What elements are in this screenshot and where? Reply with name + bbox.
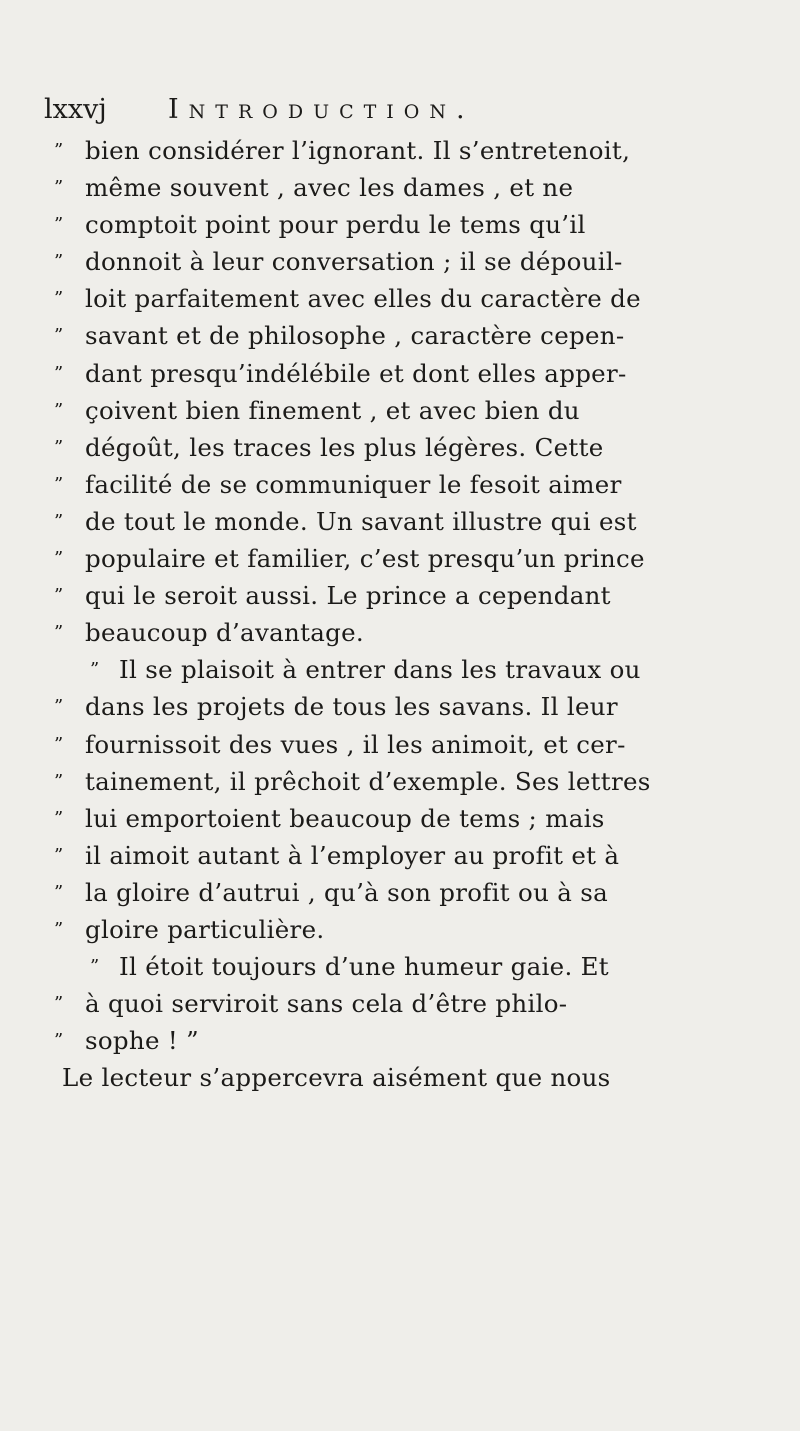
text-line bbox=[54, 132, 754, 169]
text-line bbox=[54, 614, 754, 651]
line-text: bien considérer l’ignorant. Il s’entretenoit, bbox=[85, 136, 631, 165]
text-line bbox=[54, 317, 754, 354]
quotation-mark: ” bbox=[90, 956, 100, 978]
quotation-mark: ” bbox=[54, 510, 64, 532]
text-line bbox=[54, 800, 754, 837]
text-line bbox=[54, 651, 754, 688]
quotation-mark: ” bbox=[54, 251, 64, 273]
quotation-mark: ” bbox=[54, 993, 64, 1015]
text-line bbox=[54, 206, 754, 243]
text-line bbox=[54, 577, 754, 614]
text-line bbox=[54, 911, 754, 948]
line-text: facilité de se communiquer le fesoit aimer bbox=[85, 469, 622, 499]
line-text: même souvent , avec les dames , et ne bbox=[85, 173, 574, 203]
quotation-mark: ” bbox=[54, 325, 64, 347]
line-text: lui emportoient beaucoup de tems ; mais bbox=[85, 803, 605, 833]
text-line bbox=[54, 243, 754, 280]
line-text: loit parfaitement avec elles du caractère de bbox=[85, 284, 641, 314]
quotation-mark: ” bbox=[54, 140, 64, 161]
quotation-mark: ” bbox=[54, 918, 64, 940]
line-text: gloire particulière. bbox=[85, 914, 325, 944]
text-line bbox=[54, 503, 754, 540]
line-text: beaucoup d’avantage. bbox=[85, 618, 365, 648]
quotation-mark: ” bbox=[54, 436, 64, 458]
text-line bbox=[54, 429, 754, 466]
text-line bbox=[54, 1059, 754, 1096]
quotation-mark: ” bbox=[54, 733, 64, 755]
text-line bbox=[54, 948, 754, 985]
quotation-mark: ” bbox=[54, 844, 64, 866]
page-header bbox=[44, 88, 744, 132]
quotation-mark: ” bbox=[54, 807, 64, 829]
text-line bbox=[54, 280, 754, 317]
text-line bbox=[54, 837, 754, 874]
text-line bbox=[54, 1022, 754, 1059]
page-number: lxxvj bbox=[44, 94, 107, 125]
running-title: Introduction. bbox=[168, 94, 475, 125]
line-text: qui le seroit aussi. Le prince a cependant bbox=[85, 581, 611, 611]
line-text: de tout le monde. Un savant illustre qui est bbox=[85, 506, 637, 536]
line-text: dans les projets de tous les savans. Il leur bbox=[85, 692, 618, 722]
text-line bbox=[54, 985, 754, 1022]
quotation-mark: ” bbox=[54, 1030, 64, 1052]
quotation-mark: ” bbox=[54, 548, 64, 570]
quotation-mark: ” bbox=[54, 473, 64, 495]
line-text: à quoi serviroit sans cela d’être philo- bbox=[85, 989, 568, 1019]
text-line bbox=[54, 688, 754, 725]
line-text: dant presqu’indélébile et dont elles apper- bbox=[85, 358, 627, 388]
line-text: Le lecteur s’appercevra aisément que nous bbox=[62, 1063, 611, 1093]
quotation-mark: ” bbox=[54, 177, 64, 199]
quotation-mark: ” bbox=[54, 696, 64, 718]
line-text: comptoit point pour perdu le tems qu’il bbox=[85, 210, 586, 240]
quotation-mark: ” bbox=[54, 881, 64, 903]
text-line bbox=[54, 540, 754, 577]
quotation-mark: ” bbox=[54, 288, 64, 310]
line-text: dégoût, les traces les plus légères. Cette bbox=[85, 432, 604, 462]
line-text: savant et de philosophe , caractère cepen- bbox=[85, 321, 625, 351]
text-line bbox=[54, 392, 754, 429]
line-text: il aimoit autant à l’employer au profit et à bbox=[85, 840, 620, 870]
quotation-mark: ” bbox=[54, 622, 64, 644]
text-line bbox=[54, 763, 754, 800]
text-line bbox=[54, 726, 754, 763]
quotation-mark: ” bbox=[54, 399, 64, 421]
quotation-mark: ” bbox=[54, 770, 64, 792]
line-text: sophe ! ” bbox=[85, 1026, 199, 1056]
quotation-mark: ” bbox=[54, 362, 64, 384]
text-line bbox=[54, 169, 754, 206]
line-text: la gloire d’autrui , qu’à son profit ou à sa bbox=[85, 877, 609, 907]
text-line bbox=[54, 874, 754, 911]
text-line bbox=[54, 466, 754, 503]
body-text bbox=[54, 132, 754, 1096]
quotation-mark: ” bbox=[54, 585, 64, 607]
line-text: tainement, il prêchoit d’exemple. Ses lettres bbox=[85, 766, 651, 796]
quotation-mark: ” bbox=[90, 659, 100, 681]
line-text: Il étoit toujours d’une humeur gaie. Et bbox=[119, 952, 609, 982]
quotation-mark: ” bbox=[54, 214, 64, 236]
line-text: donnoit à leur conversation ; il se dépouil- bbox=[85, 247, 623, 277]
text-line bbox=[54, 355, 754, 392]
line-text: fournissoit des vues , il les animoit, et cer- bbox=[85, 729, 626, 759]
line-text: Il se plaisoit à entrer dans les travaux ou bbox=[119, 655, 641, 685]
line-text: populaire et familier, c’est presqu’un prince bbox=[85, 544, 645, 574]
line-text: çoivent bien finement , et avec bien du bbox=[85, 395, 580, 425]
